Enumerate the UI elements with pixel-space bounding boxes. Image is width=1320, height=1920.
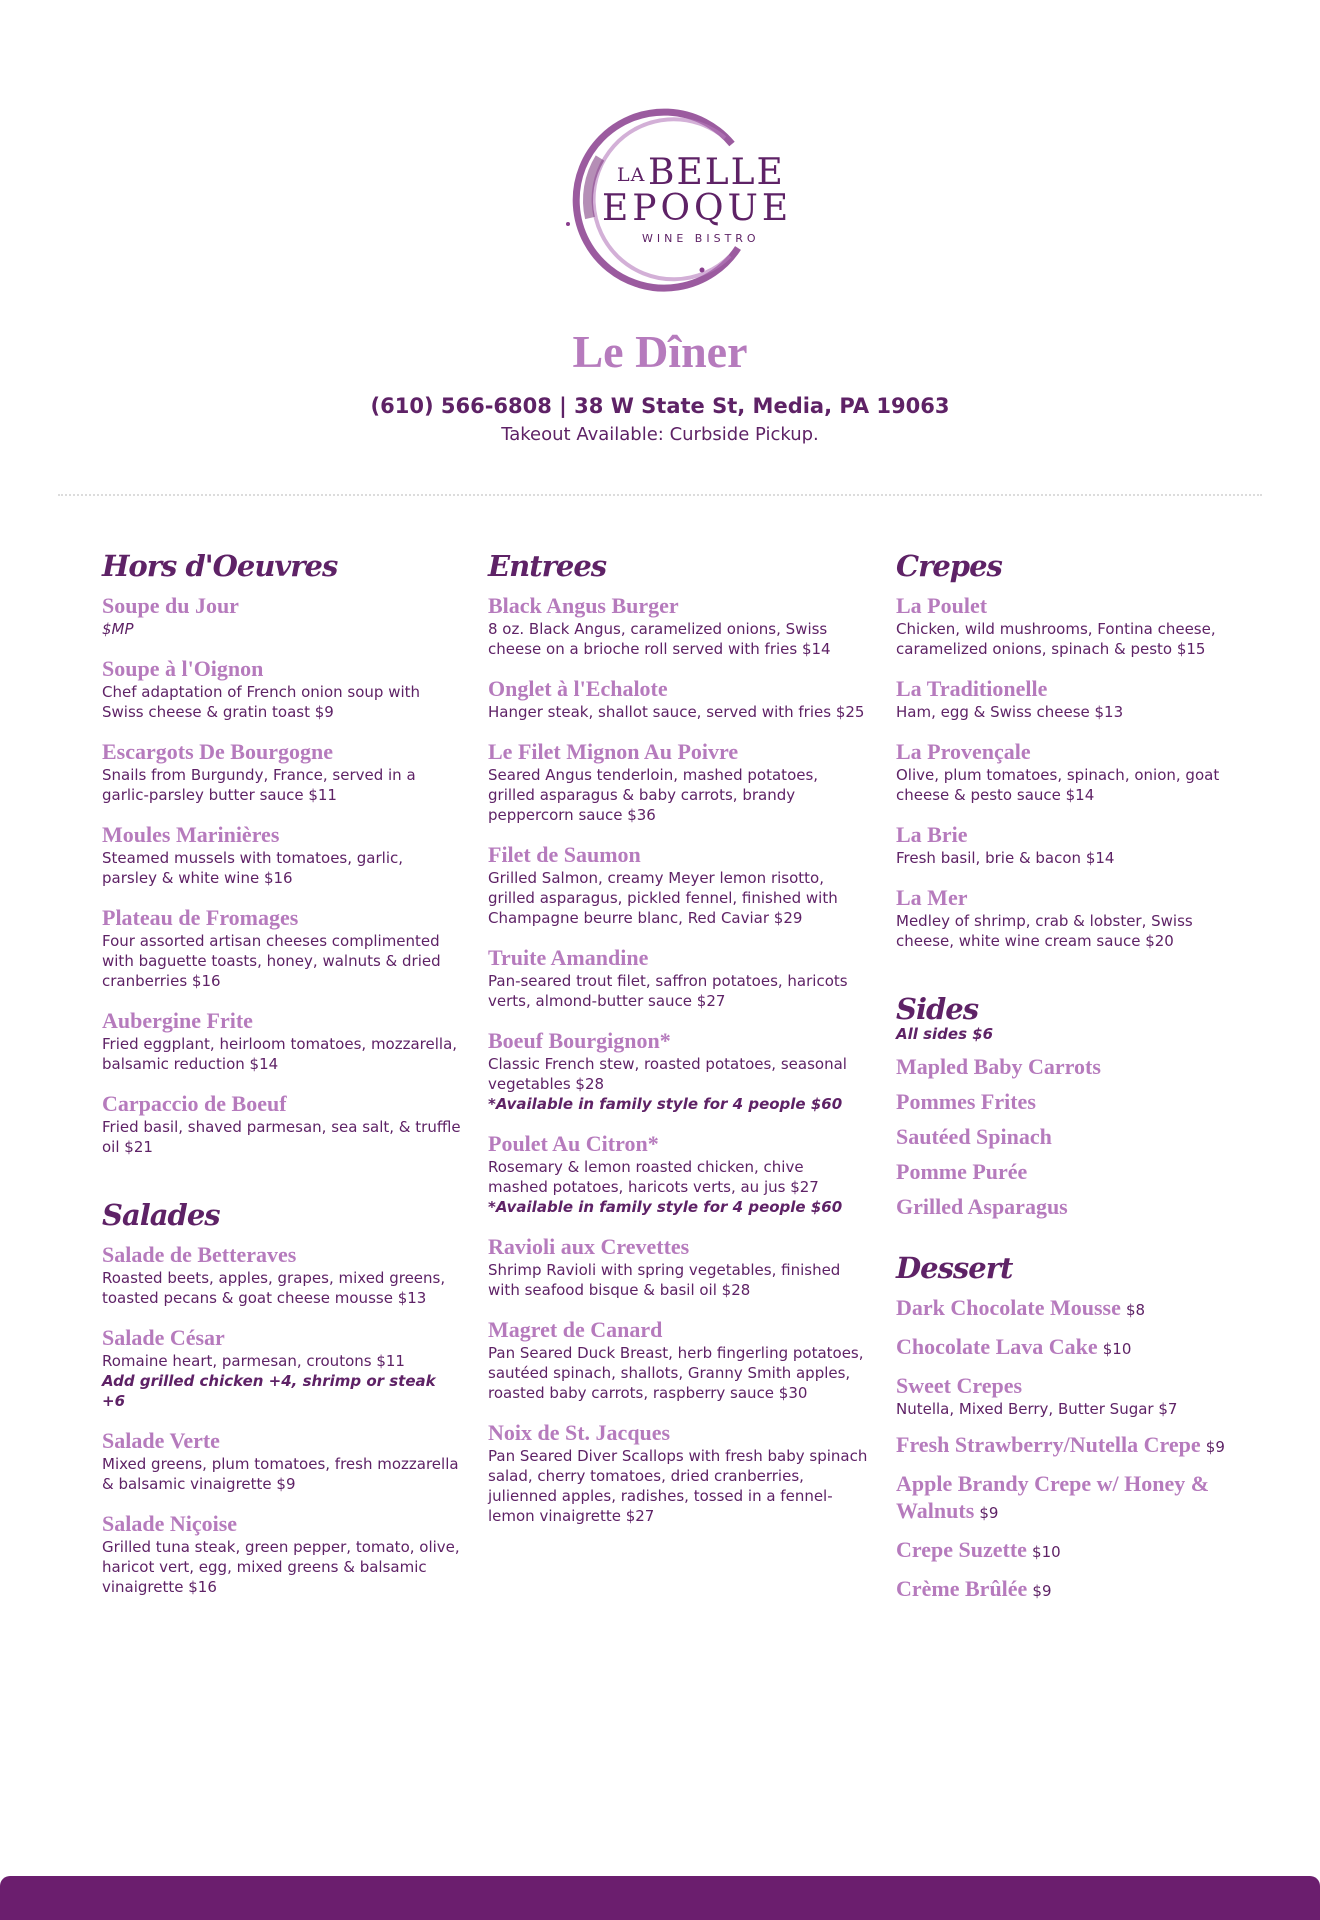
menu-item: [896, 738, 1246, 805]
item-name: Crème Brûlée: [896, 1576, 1028, 1601]
item-description: Rosemary & lemon roasted chicken, chive mashed potatoes, haricots verts, au jus $27: [488, 1158, 819, 1196]
menu-column-right: [896, 546, 1246, 1602]
menu-item: [102, 821, 462, 888]
menu-column-left: [102, 546, 462, 1597]
menu-item: [102, 1427, 462, 1494]
item-name: Chocolate Lava Cake: [896, 1334, 1098, 1359]
item-description: Olive, plum tomatoes, spinach, onion, goat cheese & pesto sauce $14: [896, 766, 1220, 804]
restaurant-logo: [560, 98, 820, 308]
item-description: Grilled Salmon, creamy Meyer lemon risotto, grilled asparagus, pickled fennel, finished with Champagne beurre blanc, Red Caviar $29: [488, 869, 838, 927]
item-description: Nutella, Mixed Berry, Butter Sugar $7: [896, 1400, 1178, 1418]
menu-item: [102, 1241, 462, 1308]
item-name: Le Filet Mignon Au Poivre: [488, 739, 739, 764]
family-style-note: [488, 1197, 868, 1217]
item-name: Boeuf Bourgignon*: [488, 1028, 671, 1053]
menu-item: [102, 1090, 462, 1157]
menu-item: [102, 1007, 462, 1074]
item-description: Fried eggplant, heirloom tomatoes, mozzarella, balsamic reduction $14: [102, 1035, 458, 1073]
item-name: Magret de Canard: [488, 1317, 663, 1342]
item-name: Aubergine Frite: [102, 1008, 253, 1033]
item-description: Hanger steak, shallot sauce, served with fries $25: [488, 703, 865, 721]
item-name: Filet de Saumon: [488, 842, 641, 867]
item-name: Onglet à l'Echalote: [488, 676, 668, 701]
menu-title: Le Dîner: [572, 326, 748, 377]
side-item: Pomme Purée: [896, 1159, 1028, 1184]
item-name: Salade de Betteraves: [102, 1242, 297, 1267]
family-style-note: [488, 1094, 868, 1114]
item-name: Soupe du Jour: [102, 593, 239, 618]
side-item: Mapled Baby Carrots: [896, 1054, 1101, 1079]
item-price: $10: [1032, 1543, 1061, 1561]
menu-item: [488, 1419, 868, 1526]
item-name: Salade Niçoise: [102, 1511, 238, 1536]
item-name: Salade César: [102, 1325, 225, 1350]
menu-item: [102, 1324, 462, 1411]
menu-item: [488, 592, 868, 659]
item-description: Four assorted artisan cheeses complimented with baguette toasts, honey, walnuts & dried cranberries $16: [102, 932, 441, 990]
item-name: Carpaccio de Boeuf: [102, 1091, 287, 1116]
item-name: La Traditionelle: [896, 676, 1048, 701]
menu-item: [896, 675, 1246, 722]
logo-epoque-text: EPOQUE: [602, 188, 793, 229]
item-name: Salade Verte: [102, 1428, 220, 1453]
dessert-item: [896, 1333, 1246, 1360]
addon-note-text: Add grilled chicken +4, shrimp or steak +6: [102, 1372, 436, 1410]
dessert-item: [896, 1470, 1246, 1524]
side-item: Grilled Asparagus: [896, 1194, 1068, 1219]
menu-item: [488, 675, 868, 722]
item-description: Chicken, wild mushrooms, Fontina cheese, caramelized onions, spinach & pesto $15: [896, 620, 1216, 658]
item-name: Poulet Au Citron*: [488, 1131, 659, 1156]
item-description: Steamed mussels with tomatoes, garlic, parsley & white wine $16: [102, 849, 404, 887]
item-description: Pan Seared Duck Breast, herb fingerling potatoes, sautéed spinach, shallots, Granny Smith apples, roasted baby carrots, raspberry sauce $30: [488, 1344, 864, 1402]
item-description: Grilled tuna steak, green pepper, tomato, olive, haricot vert, egg, mixed greens & balsamic vinaigrette $16: [102, 1538, 460, 1596]
menu-item: [102, 738, 462, 805]
section-title-dessert: Dessert: [896, 1251, 1013, 1285]
item-description: Pan Seared Diver Scallops with fresh baby spinach salad, cherry tomatoes, dried cranberries, julienned apples, radishes, tossed in a fennel-lemon vinaigrette $27: [488, 1447, 868, 1525]
contact-info: (610) 566-6808 | 38 W State St, Media, PA 19063: [370, 394, 950, 418]
family-style-note-text: *Available in family style for 4 people $60: [488, 1198, 843, 1216]
item-name: Moules Marinières: [102, 822, 280, 847]
item-addon-note: [102, 1371, 462, 1411]
family-style-note-text: *Available in family style for 4 people $60: [488, 1095, 843, 1113]
menu-item: [488, 944, 868, 1011]
dotted-divider: [58, 494, 1262, 496]
item-name: Soupe à l'Oignon: [102, 656, 264, 681]
item-name: La Poulet: [896, 593, 988, 618]
item-description: 8 oz. Black Angus, caramelized onions, Swiss cheese on a brioche roll served with fries $14: [488, 620, 831, 658]
logo-la-text: LA: [617, 164, 646, 186]
item-price: $9: [979, 1504, 999, 1522]
dessert-item: [896, 1536, 1246, 1563]
menu-item: [102, 1510, 462, 1597]
item-name: Apple Brandy Crepe w/ Honey & Walnuts: [896, 1471, 1210, 1523]
dessert-item: [896, 1294, 1246, 1321]
section-title-hors-doeuvres: Hors d'Oeuvres: [102, 549, 338, 583]
dessert-item: [896, 1372, 1246, 1419]
item-description: Ham, egg & Swiss cheese $13: [896, 703, 1124, 721]
menu-item: [102, 904, 462, 991]
item-name: Fresh Strawberry/Nutella Crepe: [896, 1432, 1201, 1457]
item-name: Crepe Suzette: [896, 1537, 1027, 1562]
menu-item: [488, 1130, 868, 1217]
item-description: Medley of shrimp, crab & lobster, Swiss cheese, white wine cream sauce $20: [896, 912, 1193, 950]
side-item: Pommes Frites: [896, 1089, 1036, 1114]
item-description: Fried basil, shaved parmesan, sea salt, & truffle oil $21: [102, 1118, 461, 1156]
item-description: Pan-seared trout filet, saffron potatoes, haricots verts, almond-butter sauce $27: [488, 972, 848, 1010]
item-description: Fresh basil, brie & bacon $14: [896, 849, 1115, 867]
item-price: $9: [1032, 1582, 1052, 1600]
side-item: Sautéed Spinach: [896, 1124, 1052, 1149]
footer-bar: [0, 1876, 1320, 1920]
menu-item: [488, 1233, 868, 1300]
section-title-sides: Sides: [896, 992, 979, 1026]
menu-item: [102, 655, 462, 722]
item-name: Dark Chocolate Mousse: [896, 1295, 1121, 1320]
item-price: $9: [1205, 1438, 1225, 1456]
item-name: Escargots De Bourgogne: [102, 739, 333, 764]
menu-item: [488, 738, 868, 825]
logo-belle-text: BELLE: [648, 152, 785, 193]
item-description: Classic French stew, roasted potatoes, seasonal vegetables $28: [488, 1055, 847, 1093]
menu-item: [102, 592, 462, 639]
item-price: $8: [1125, 1301, 1146, 1319]
dessert-item: [896, 1575, 1246, 1602]
item-description: Roasted beets, apples, grapes, mixed greens, toasted pecans & goat cheese mousse $13: [102, 1269, 446, 1307]
item-description: Romaine heart, parmesan, croutons $11: [102, 1352, 405, 1370]
item-name: La Provençale: [896, 739, 1031, 764]
menu-item: [896, 821, 1246, 868]
logo-subtitle: WINE BISTRO: [642, 232, 760, 245]
item-name: Black Angus Burger: [488, 593, 679, 618]
item-name: La Mer: [896, 885, 968, 910]
item-name: Ravioli aux Crevettes: [488, 1234, 690, 1259]
menu-item: [488, 1027, 868, 1114]
item-name: Sweet Crepes: [896, 1373, 1023, 1398]
item-description: Chef adaptation of French onion soup with Swiss cheese & gratin toast $9: [102, 683, 421, 721]
item-description: Mixed greens, plum tomatoes, fresh mozzarella & balsamic vinaigrette $9: [102, 1455, 459, 1493]
sides-price-note: All sides $6: [896, 1025, 994, 1043]
item-description: Shrimp Ravioli with spring vegetables, finished with seafood bisque & basil oil $28: [488, 1261, 841, 1299]
item-name: La Brie: [896, 822, 968, 847]
item-name: Plateau de Fromages: [102, 905, 299, 930]
dessert-item: [896, 1431, 1246, 1458]
section-title-crepes: Crepes: [896, 549, 1002, 583]
section-title-salades: Salades: [102, 1198, 220, 1232]
section-title-entrees: Entrees: [488, 549, 607, 583]
item-name: Truite Amandine: [488, 945, 649, 970]
item-name: Noix de St. Jacques: [488, 1420, 671, 1445]
item-description: [102, 619, 462, 639]
menu-item: [488, 1316, 868, 1403]
item-description: Seared Angus tenderloin, mashed potatoes, grilled asparagus & baby carrots, brandy peppercorn sauce $36: [488, 766, 819, 824]
menu-column-center: [488, 546, 868, 1526]
item-description: Snails from Burgundy, France, served in a garlic-parsley butter sauce $11: [102, 766, 416, 804]
menu-item: [896, 884, 1246, 951]
item-price: $10: [1102, 1340, 1132, 1358]
menu-item: [488, 841, 868, 928]
menu-item: [896, 592, 1246, 659]
item-price: $MP: [102, 620, 134, 638]
takeout-note: Takeout Available: Curbside Pickup.: [501, 424, 819, 445]
